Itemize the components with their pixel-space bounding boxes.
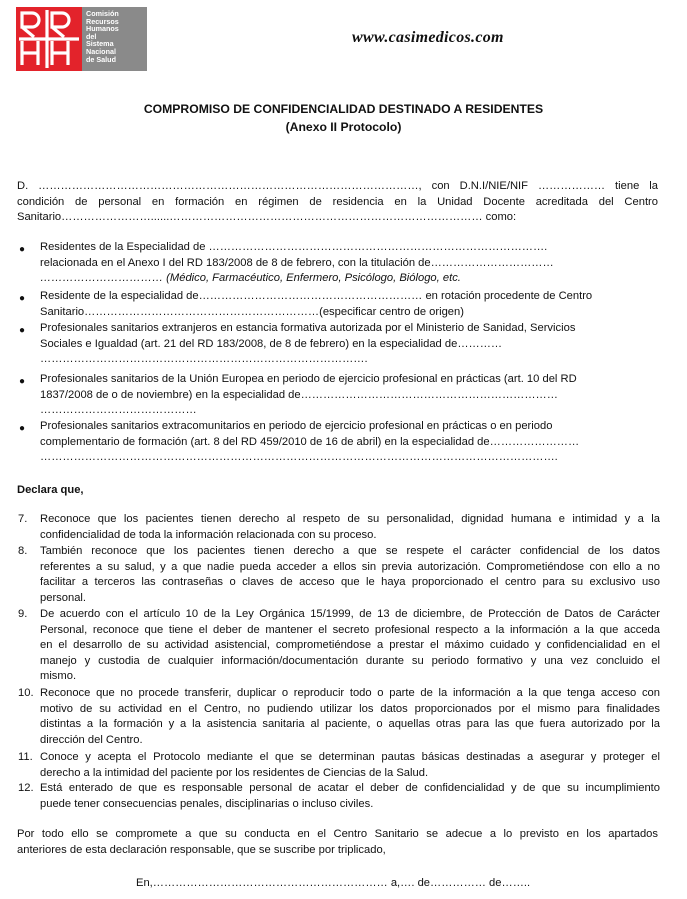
option-line: Residente de la especialidad de…………………………………………………… en rotación procedente de Centro: [40, 290, 593, 302]
option-line: Profesionales sanitarios extracomunitarios en periodo de ejercicio profesional en prácticas o en periodo: [40, 420, 553, 432]
logo-line: Recursos: [86, 16, 119, 26]
item-number: 10.: [18, 687, 34, 699]
item-number: 7.: [18, 513, 28, 525]
closing-line: Por todo ello se compromete a que su conducta en el Centro Sanitario se adecue a lo previsto en los apartados: [17, 828, 658, 840]
item-line: confidencialidad de toda la información relacionada con su proceso.: [40, 528, 377, 541]
bullet-icon: ●: [19, 244, 26, 255]
item-line: Está enterado de que es responsable personal de acatar el deber de confidencialidad y de que su incumplimiento: [40, 782, 660, 794]
option-line: Sanitario………………………………………………………(especificar centro de origen): [40, 305, 464, 318]
document-title: COMPROMISO DE CONFIDENCIALIDAD DESTINADO A RESIDENTES: [143, 102, 544, 116]
option-line: complementario de formación (art. 8 del RD 459/2010 de 16 de abril) en la especialidad de……………………: [40, 435, 580, 448]
closing-paragraph: [17, 827, 658, 858]
item-line: De acuerdo con el artículo 10 de la Ley Orgánica 15/1999, de 13 de diciembre, de Protección de Datos de Carácter: [40, 608, 660, 620]
website-url: www.casimedicos.com: [352, 29, 504, 46]
item-line: manejo y custodia de cualquier información/documentación durante su periodo formativo y una vez concluido el: [40, 654, 660, 667]
item-number: 12.: [18, 782, 34, 794]
rrhh-logo: [16, 7, 147, 71]
option-line: relacionada en el Anexo I del RD 183/2008 de 8 de febrero, con la titulación de……………………………: [40, 256, 554, 269]
item-line: También reconoce que los pacientes tienen derecho a que se respete el carácter confidencial de los datos: [40, 545, 660, 557]
logo-line: Nacional: [86, 46, 116, 56]
item-line: puede tener consecuencias penales, disciplinarias o incluso civiles.: [40, 797, 374, 810]
logo-line: de Salud: [86, 54, 116, 64]
option-line: ……………………………………: [40, 404, 197, 417]
option-line: 1837/2008 de o de noviembre) en la especialidad de……………………………………………………………: [40, 388, 558, 401]
item-number: 11.: [18, 751, 33, 763]
closing-line: anteriores de esta declaración responsable, que se suscribe por triplicado,: [17, 843, 386, 856]
item-line: personal.: [40, 591, 87, 604]
item-number: 9.: [18, 608, 28, 620]
option-line: …………………………………………………………………………….: [40, 353, 368, 366]
logo-line: Humanos: [86, 24, 119, 34]
item-line: motivo de su actividad en el Centro, no pudiendo utilizar los datos proporcionados por el mismo para finalidades: [40, 702, 660, 715]
bullet-icon: ●: [19, 423, 26, 434]
item-line: distintas a la formación y a la asistencia sanitaria al paciente, o aquellas otras para las que fuera autorizado por la: [40, 718, 660, 731]
declara-heading: Declara que,: [17, 484, 84, 496]
option-line: ………………………………………………………………………………………………………………………….: [40, 451, 558, 464]
option-line: Profesionales sanitarios de la Unión Europea en periodo de ejercicio profesional en prácticas (art. 10 del RD: [40, 373, 577, 385]
item-line: derecho a la intimidad del paciente por los residentes de Ciencias de la Salud.: [40, 766, 429, 779]
logo-line: del: [86, 31, 97, 41]
option-line: Residentes de la Especialidad de ……………………………………………………………………………….: [40, 241, 548, 253]
logo-caption: [82, 7, 147, 71]
item-line: Reconoce que los pacientes tienen derecho al respeto de su personalidad, dignidad humana e intimidad y a la: [40, 513, 660, 525]
bullet-icon: ●: [19, 325, 26, 336]
intro-line: condición de personal en formación en régimen de residencia en la Unidad Docente acreditada del Centro: [17, 195, 658, 208]
item-line: Personal, reconoce que tiene el deber de mantener el secreto profesional respecto a la información a la que acceda: [40, 623, 660, 636]
bullet-icon: ●: [19, 293, 26, 304]
item-line: referentes a su salud, y a que nadie pueda acceder a ellos sin previa autorización. Comprometiéndose con ello a no: [40, 560, 660, 573]
document-subtitle: (Anexo II Protocolo): [285, 120, 402, 134]
item-line: dirección del Centro.: [40, 733, 143, 746]
logo-line: Sistema: [86, 39, 114, 49]
rrhh-emblem-icon: [16, 7, 82, 71]
bullet-icon: ●: [19, 376, 26, 387]
logo-line: Comisión: [86, 9, 119, 18]
rrhh-logo-mark: [16, 7, 82, 71]
item-line: Conoce y acepta el Protocolo mediante el que se determinan pautas básicas destinadas a asegurar y proteger el: [40, 751, 660, 763]
option-line: Sociales e Igualdad (art. 21 del RD 183/2008, de 8 de febrero) en la especialidad de…………: [40, 337, 503, 350]
item-number: 8.: [18, 545, 28, 557]
item-line: mismo.: [40, 670, 77, 683]
intro-paragraph: [17, 179, 658, 226]
item-line: Reconoce que no procede transferir, duplicar o reproducir todo o parte de la información a la que tenga acceso con: [40, 687, 660, 699]
item-line: en el desarrollo de su actividad asistencial, comprometiéndose a prestar el máximo cuidado y confidencialidad en el: [40, 639, 660, 652]
signature-place-date: En,……………………………………………………… a,…. de…………… de……..: [136, 877, 531, 889]
item-line: facilitar a terceros las contraseñas o claves de acceso que le haya proporcionado el centro para su exclusivo uso: [40, 576, 660, 589]
intro-line: D. …………………………………………………………………………………………, con D.N.I/NIE/NIF ……………… tiene la: [17, 180, 658, 192]
option-line: Profesionales sanitarios extranjeros en estancia formativa autorizada por el Ministerio de Sanidad, Servicios: [40, 322, 576, 334]
option-line: …………………………… (Médico, Farmacéutico, Enfermero, Psicólogo, Biólogo, etc.: [40, 272, 461, 285]
intro-line: Sanitario……………………......………………………………………………………………………… como:: [17, 211, 517, 224]
